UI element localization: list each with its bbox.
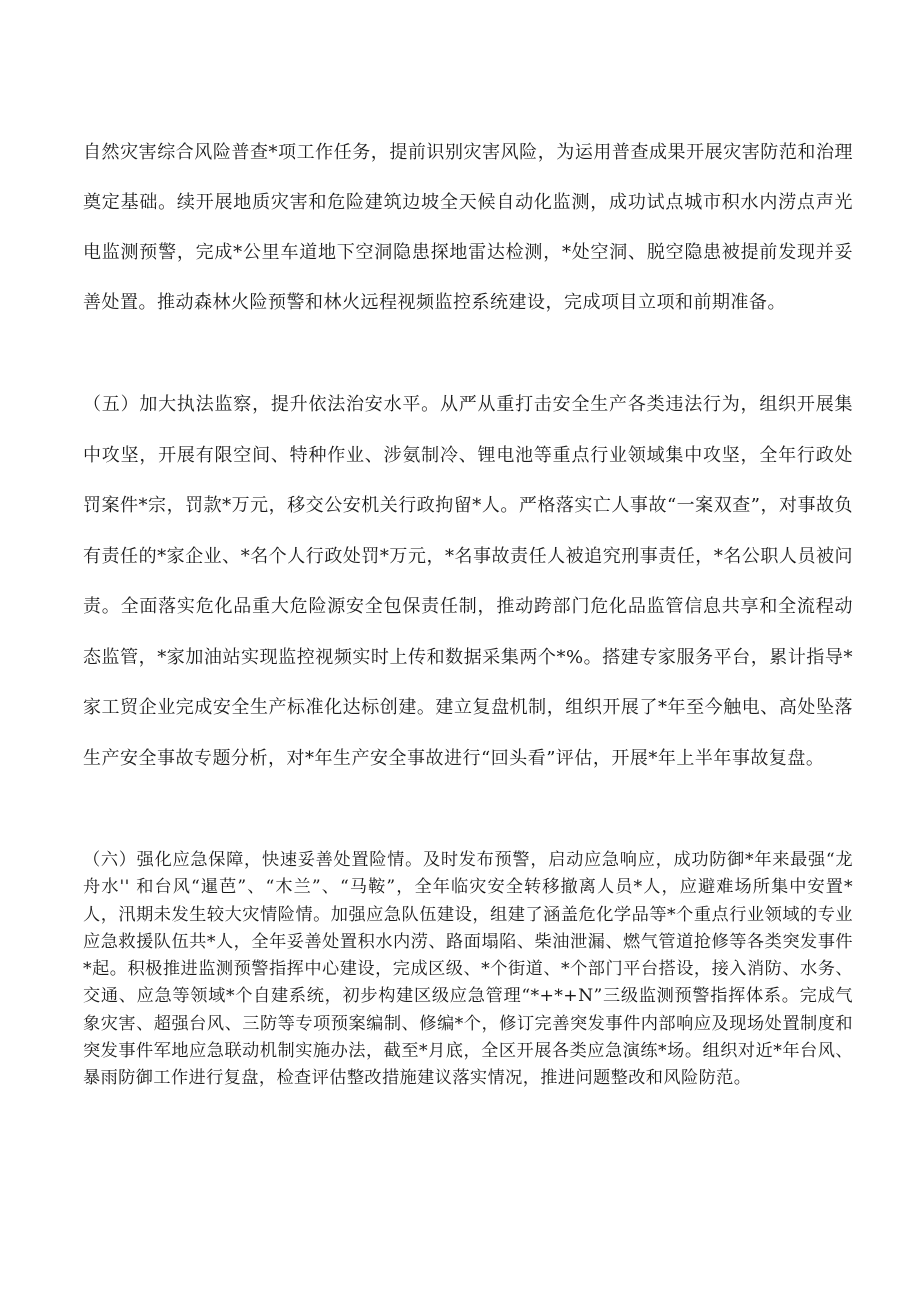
paragraph-emergency-response: （六）强化应急保障，快速妥善处置险情。及时发布预警，启动应急响应，成功防御*年来最强“龙舟水'' 和台风“暹芭”、“木兰”、“马鞍”，全年临灾安全转移撤离人员*人，应避难场所集中安置*人，汛期未发生较大灾情险情。加强应急队伍建设，组建了涵盖危化学品等*个重点行业领域的专业应急救援队伍共*人，全年妥善处置积水内涝、路面塌陷、柴油泄漏、燃气管道抢修等各类突发事件*起。积极推进监测预警指挥中心建设，完成区级、*个街道、*个部门平台搭设，接入消防、水务、交通、应急等领域*个自建系统，初步构建区级应急管理“*+*+N”三级监测预警指挥体系。完成气象灾害、超强台风、三防等专项预案编制、修编*个，修订完善突发事件内部响应及现场处置制度和突发事件军地应急联动机制实施办法，截至*月底，全区开展各类应急演练*场。组织对近*年台风、暴雨防御工作进行复盘，检查评估整改措施建议落实情况，推进问题整改和风险防范。 [83,850,853,1089]
paragraph-disaster-risk-survey: 自然灾害综合风险普查*项工作任务，提前识别灾害风险，为运用普查成果开展灾害防范和治理奠定基础。续开展地质灾害和危险建筑边坡全天候自动化监测，成功试点城市积水内涝点声光电监测预警，完成*公里车道地下空洞隐患探地雷达检测，*处空洞、脱空隐患被提前发现并妥善处置。推动森林火险预警和林火远程视频监控系统建设，完成项目立项和前期准备。 [83,142,853,313]
paragraph-law-enforcement: （五）加大执法监察，提升依法治安水平。从严从重打击安全生产各类违法行为，组织开展集中攻坚，开展有限空间、特种作业、涉氨制冷、锂电池等重点行业领域集中攻坚，全年行政处罚案件*宗，罚款*万元，移交公安机关行政拘留*人。严格落实亡人事故“一案双查”，对事故负有责任的*家企业、*名个人行政处罚*万元，*名事故责任人被追究刑事责任，*名公职人员被问责。全面落实危化品重大危险源安全包保责任制，推动跨部门危化品监管信息共享和全流程动态监管，*家加油站实现监控视频实时上传和数据采集两个*%。搭建专家服务平台，累计指导*家工贸企业完成安全生产标准化达标创建。建立复盘机制，组织开展了*年至今触电、高处坠落生产安全事故专题分析，对*年生产安全事故进行“回头看”评估，开展*年上半年事故复盘。 [83,394,853,769]
